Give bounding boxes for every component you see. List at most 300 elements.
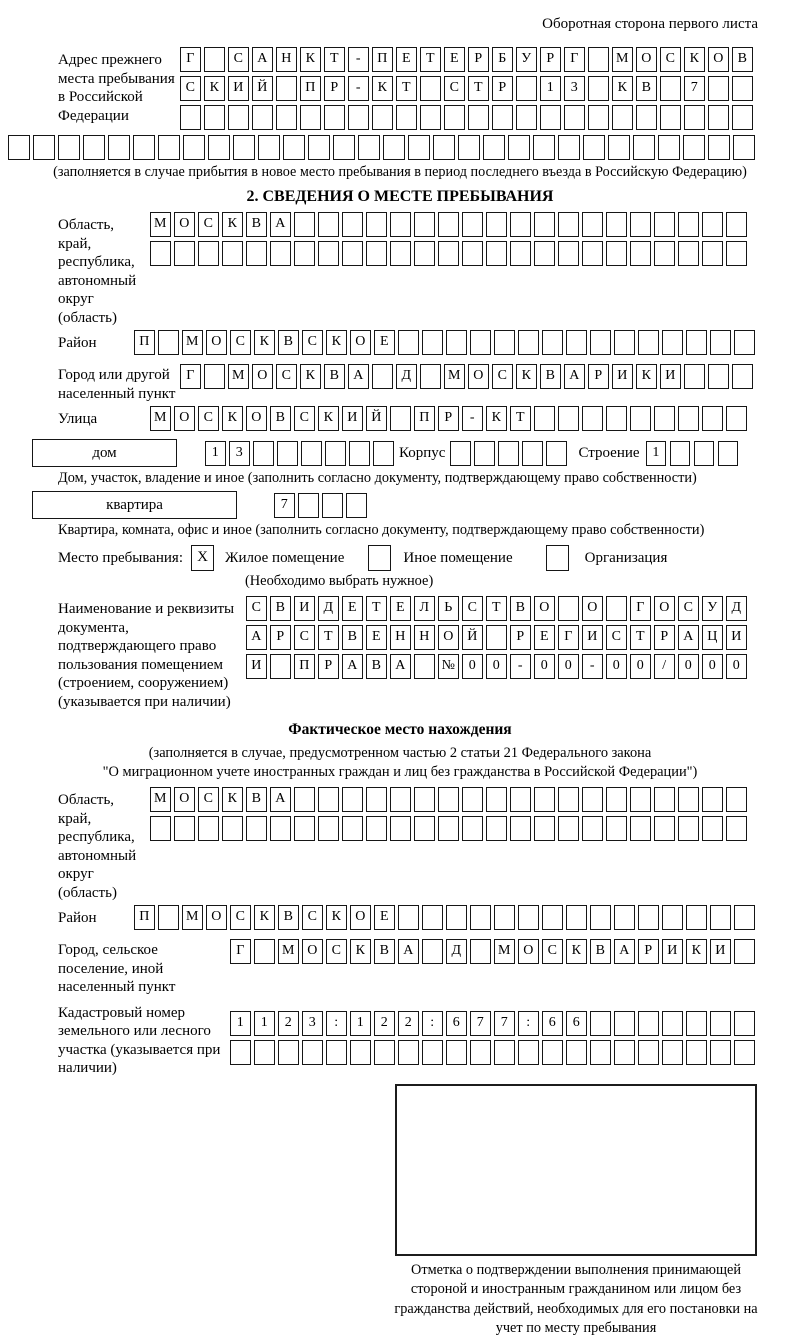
char-box[interactable]: 0: [606, 654, 627, 679]
char-box[interactable]: Т: [420, 47, 441, 72]
char-box[interactable]: [438, 241, 459, 266]
char-box[interactable]: Д: [446, 939, 467, 964]
char-box[interactable]: [468, 105, 489, 130]
char-box[interactable]: [253, 441, 274, 466]
char-box[interactable]: [590, 1011, 611, 1036]
char-box[interactable]: К: [300, 47, 321, 72]
char-box[interactable]: О: [252, 364, 273, 389]
char-box[interactable]: Р: [588, 364, 609, 389]
char-box[interactable]: Е: [366, 625, 387, 650]
char-box[interactable]: [708, 135, 730, 160]
char-box[interactable]: [710, 330, 731, 355]
char-box[interactable]: 7: [470, 1011, 491, 1036]
char-box[interactable]: О: [246, 406, 267, 431]
char-box[interactable]: [718, 441, 739, 466]
char-box[interactable]: С: [678, 596, 699, 621]
char-box[interactable]: О: [302, 939, 323, 964]
char-box[interactable]: В: [278, 905, 299, 930]
char-box[interactable]: Т: [468, 76, 489, 101]
char-box[interactable]: [498, 441, 519, 466]
char-box[interactable]: [308, 135, 330, 160]
char-box[interactable]: [398, 330, 419, 355]
char-box[interactable]: [398, 1040, 419, 1065]
char-box[interactable]: [710, 1040, 731, 1065]
char-box[interactable]: [349, 441, 370, 466]
char-box[interactable]: [158, 330, 179, 355]
char-box[interactable]: [710, 905, 731, 930]
char-box[interactable]: Д: [726, 596, 747, 621]
char-box[interactable]: С: [180, 76, 201, 101]
char-box[interactable]: [325, 441, 346, 466]
char-box[interactable]: [258, 135, 280, 160]
char-box[interactable]: В: [732, 47, 753, 72]
char-box[interactable]: [614, 905, 635, 930]
char-box[interactable]: [433, 135, 455, 160]
char-box[interactable]: [462, 212, 483, 237]
char-box[interactable]: Й: [252, 76, 273, 101]
char-box[interactable]: -: [348, 76, 369, 101]
char-box[interactable]: [638, 905, 659, 930]
char-box[interactable]: [566, 1040, 587, 1065]
char-box[interactable]: С: [492, 364, 513, 389]
char-box[interactable]: [518, 905, 539, 930]
char-box[interactable]: [684, 364, 705, 389]
char-box[interactable]: [566, 905, 587, 930]
char-box[interactable]: В: [324, 364, 345, 389]
char-box[interactable]: [686, 1040, 707, 1065]
char-box[interactable]: [204, 105, 225, 130]
char-box[interactable]: [710, 1011, 731, 1036]
char-box[interactable]: [702, 816, 723, 841]
char-box[interactable]: [198, 241, 219, 266]
char-box[interactable]: [470, 1040, 491, 1065]
char-box[interactable]: [420, 76, 441, 101]
char-box[interactable]: [278, 1040, 299, 1065]
char-box[interactable]: [486, 241, 507, 266]
char-box[interactable]: К: [318, 406, 339, 431]
char-box[interactable]: [58, 135, 80, 160]
char-box[interactable]: -: [462, 406, 483, 431]
char-box[interactable]: [246, 241, 267, 266]
char-box[interactable]: [686, 330, 707, 355]
char-box[interactable]: М: [444, 364, 465, 389]
char-box[interactable]: [708, 364, 729, 389]
char-box[interactable]: [228, 105, 249, 130]
char-box[interactable]: [702, 241, 723, 266]
char-box[interactable]: К: [372, 76, 393, 101]
char-box[interactable]: [414, 816, 435, 841]
char-box[interactable]: [588, 105, 609, 130]
char-box[interactable]: К: [254, 330, 275, 355]
char-box[interactable]: И: [228, 76, 249, 101]
char-box[interactable]: [534, 816, 555, 841]
char-box[interactable]: В: [270, 406, 291, 431]
char-box[interactable]: [318, 212, 339, 237]
char-box[interactable]: [494, 905, 515, 930]
char-box[interactable]: С: [230, 330, 251, 355]
char-box[interactable]: [564, 105, 585, 130]
char-box[interactable]: С: [276, 364, 297, 389]
char-box[interactable]: /: [654, 654, 675, 679]
char-box[interactable]: Т: [366, 596, 387, 621]
char-box[interactable]: [678, 212, 699, 237]
char-box[interactable]: [8, 135, 30, 160]
char-box[interactable]: Г: [564, 47, 585, 72]
char-box[interactable]: М: [612, 47, 633, 72]
char-box[interactable]: И: [294, 596, 315, 621]
char-box[interactable]: Д: [318, 596, 339, 621]
char-box[interactable]: [346, 493, 367, 518]
char-box[interactable]: [294, 212, 315, 237]
char-box[interactable]: [230, 1040, 251, 1065]
char-box[interactable]: [450, 441, 471, 466]
char-box[interactable]: [470, 905, 491, 930]
char-box[interactable]: Р: [324, 76, 345, 101]
char-box[interactable]: [462, 816, 483, 841]
char-box[interactable]: Р: [438, 406, 459, 431]
char-box[interactable]: [383, 135, 405, 160]
char-box[interactable]: [390, 406, 411, 431]
char-box[interactable]: [732, 105, 753, 130]
char-box[interactable]: [372, 105, 393, 130]
char-box[interactable]: [582, 212, 603, 237]
char-box[interactable]: О: [206, 905, 227, 930]
char-box[interactable]: С: [326, 939, 347, 964]
char-box[interactable]: [438, 787, 459, 812]
char-box[interactable]: С: [302, 905, 323, 930]
char-box[interactable]: [678, 406, 699, 431]
char-box[interactable]: И: [660, 364, 681, 389]
char-box[interactable]: [158, 905, 179, 930]
char-box[interactable]: [233, 135, 255, 160]
char-box[interactable]: [583, 135, 605, 160]
char-box[interactable]: [298, 493, 319, 518]
organization-checkbox[interactable]: [546, 545, 569, 571]
char-box[interactable]: [486, 212, 507, 237]
char-box[interactable]: [396, 105, 417, 130]
char-box[interactable]: [662, 905, 683, 930]
char-box[interactable]: [726, 241, 747, 266]
char-box[interactable]: [300, 105, 321, 130]
char-box[interactable]: А: [270, 787, 291, 812]
char-box[interactable]: [294, 241, 315, 266]
char-box[interactable]: [614, 1011, 635, 1036]
char-box[interactable]: М: [494, 939, 515, 964]
char-box[interactable]: [522, 441, 543, 466]
char-box[interactable]: [542, 1040, 563, 1065]
char-box[interactable]: 6: [542, 1011, 563, 1036]
char-box[interactable]: [606, 212, 627, 237]
char-box[interactable]: [566, 330, 587, 355]
char-box[interactable]: [302, 1040, 323, 1065]
char-box[interactable]: О: [206, 330, 227, 355]
char-box[interactable]: [294, 816, 315, 841]
char-box[interactable]: [533, 135, 555, 160]
char-box[interactable]: 1: [646, 441, 667, 466]
char-box[interactable]: Т: [486, 596, 507, 621]
char-box[interactable]: 0: [486, 654, 507, 679]
char-box[interactable]: [734, 1011, 755, 1036]
char-box[interactable]: [732, 364, 753, 389]
char-box[interactable]: К: [204, 76, 225, 101]
char-box[interactable]: [630, 787, 651, 812]
char-box[interactable]: [542, 905, 563, 930]
char-box[interactable]: С: [246, 596, 267, 621]
char-box[interactable]: А: [390, 654, 411, 679]
char-box[interactable]: Г: [180, 47, 201, 72]
char-box[interactable]: [474, 441, 495, 466]
char-box[interactable]: О: [582, 596, 603, 621]
char-box[interactable]: 2: [374, 1011, 395, 1036]
char-box[interactable]: М: [150, 212, 171, 237]
char-box[interactable]: Р: [654, 625, 675, 650]
char-box[interactable]: [348, 105, 369, 130]
char-box[interactable]: [558, 406, 579, 431]
char-box[interactable]: [390, 241, 411, 266]
char-box[interactable]: О: [708, 47, 729, 72]
char-box[interactable]: [276, 105, 297, 130]
char-box[interactable]: [458, 135, 480, 160]
char-box[interactable]: А: [252, 47, 273, 72]
char-box[interactable]: О: [468, 364, 489, 389]
char-box[interactable]: [372, 364, 393, 389]
char-box[interactable]: Ц: [702, 625, 723, 650]
char-box[interactable]: Т: [510, 406, 531, 431]
char-box[interactable]: Р: [468, 47, 489, 72]
char-box[interactable]: [150, 816, 171, 841]
char-box[interactable]: [638, 1011, 659, 1036]
char-box[interactable]: 3: [564, 76, 585, 101]
char-box[interactable]: К: [516, 364, 537, 389]
char-box[interactable]: [486, 816, 507, 841]
char-box[interactable]: Б: [492, 47, 513, 72]
char-box[interactable]: [183, 135, 205, 160]
char-box[interactable]: [558, 816, 579, 841]
char-box[interactable]: :: [326, 1011, 347, 1036]
char-box[interactable]: [733, 135, 755, 160]
char-box[interactable]: [366, 787, 387, 812]
char-box[interactable]: О: [518, 939, 539, 964]
char-box[interactable]: К: [222, 212, 243, 237]
char-box[interactable]: [633, 135, 655, 160]
char-box[interactable]: [342, 787, 363, 812]
char-box[interactable]: [702, 406, 723, 431]
char-box[interactable]: [486, 787, 507, 812]
char-box[interactable]: [702, 787, 723, 812]
char-box[interactable]: [246, 816, 267, 841]
char-box[interactable]: В: [510, 596, 531, 621]
char-box[interactable]: К: [222, 406, 243, 431]
char-box[interactable]: [654, 787, 675, 812]
char-box[interactable]: О: [174, 212, 195, 237]
char-box[interactable]: [582, 241, 603, 266]
char-box[interactable]: -: [510, 654, 531, 679]
char-box[interactable]: Г: [558, 625, 579, 650]
char-box[interactable]: О: [438, 625, 459, 650]
char-box[interactable]: [222, 241, 243, 266]
char-box[interactable]: В: [246, 212, 267, 237]
char-box[interactable]: С: [462, 596, 483, 621]
char-box[interactable]: А: [342, 654, 363, 679]
char-box[interactable]: [734, 1040, 755, 1065]
char-box[interactable]: У: [702, 596, 723, 621]
char-box[interactable]: А: [270, 212, 291, 237]
char-box[interactable]: [83, 135, 105, 160]
char-box[interactable]: [470, 939, 491, 964]
char-box[interactable]: [660, 76, 681, 101]
char-box[interactable]: Е: [374, 905, 395, 930]
char-box[interactable]: [366, 816, 387, 841]
char-box[interactable]: [708, 105, 729, 130]
char-box[interactable]: [324, 105, 345, 130]
char-box[interactable]: [726, 212, 747, 237]
char-box[interactable]: [606, 241, 627, 266]
char-box[interactable]: Р: [318, 654, 339, 679]
char-box[interactable]: [726, 787, 747, 812]
char-box[interactable]: Е: [342, 596, 363, 621]
char-box[interactable]: И: [246, 654, 267, 679]
char-box[interactable]: [518, 330, 539, 355]
char-box[interactable]: [390, 212, 411, 237]
char-box[interactable]: К: [300, 364, 321, 389]
char-box[interactable]: [638, 1040, 659, 1065]
char-box[interactable]: [270, 241, 291, 266]
char-box[interactable]: И: [726, 625, 747, 650]
char-box[interactable]: В: [246, 787, 267, 812]
char-box[interactable]: [174, 816, 195, 841]
char-box[interactable]: К: [686, 939, 707, 964]
char-box[interactable]: С: [230, 905, 251, 930]
char-box[interactable]: С: [198, 406, 219, 431]
char-box[interactable]: :: [518, 1011, 539, 1036]
char-box[interactable]: [734, 939, 755, 964]
char-box[interactable]: 0: [558, 654, 579, 679]
char-box[interactable]: А: [398, 939, 419, 964]
char-box[interactable]: Т: [318, 625, 339, 650]
char-box[interactable]: Т: [630, 625, 651, 650]
char-box[interactable]: [390, 787, 411, 812]
char-box[interactable]: [270, 654, 291, 679]
char-box[interactable]: Й: [366, 406, 387, 431]
char-box[interactable]: [277, 441, 298, 466]
char-box[interactable]: С: [444, 76, 465, 101]
char-box[interactable]: [422, 1040, 443, 1065]
char-box[interactable]: [342, 241, 363, 266]
char-box[interactable]: [276, 76, 297, 101]
char-box[interactable]: М: [150, 787, 171, 812]
char-box[interactable]: [654, 406, 675, 431]
char-box[interactable]: [582, 787, 603, 812]
char-box[interactable]: [534, 787, 555, 812]
char-box[interactable]: В: [374, 939, 395, 964]
char-box[interactable]: [658, 135, 680, 160]
char-box[interactable]: 1: [230, 1011, 251, 1036]
char-box[interactable]: 0: [462, 654, 483, 679]
char-box[interactable]: [204, 47, 225, 72]
char-box[interactable]: [33, 135, 55, 160]
char-box[interactable]: М: [182, 330, 203, 355]
char-box[interactable]: [540, 105, 561, 130]
char-box[interactable]: [590, 330, 611, 355]
char-box[interactable]: О: [636, 47, 657, 72]
char-box[interactable]: Д: [396, 364, 417, 389]
char-box[interactable]: Г: [630, 596, 651, 621]
char-box[interactable]: М: [278, 939, 299, 964]
char-box[interactable]: В: [270, 596, 291, 621]
char-box[interactable]: [333, 135, 355, 160]
other-premises-checkbox[interactable]: [368, 545, 391, 571]
char-box[interactable]: [678, 241, 699, 266]
char-box[interactable]: В: [278, 330, 299, 355]
char-box[interactable]: У: [516, 47, 537, 72]
char-box[interactable]: В: [636, 76, 657, 101]
char-box[interactable]: К: [222, 787, 243, 812]
char-box[interactable]: Й: [462, 625, 483, 650]
char-box[interactable]: -: [348, 47, 369, 72]
char-box[interactable]: [662, 1040, 683, 1065]
char-box[interactable]: [582, 406, 603, 431]
char-box[interactable]: [204, 364, 225, 389]
char-box[interactable]: [150, 241, 171, 266]
char-box[interactable]: Е: [390, 596, 411, 621]
char-box[interactable]: [326, 1040, 347, 1065]
char-box[interactable]: [494, 330, 515, 355]
char-box[interactable]: С: [228, 47, 249, 72]
char-box[interactable]: М: [150, 406, 171, 431]
char-box[interactable]: [446, 330, 467, 355]
char-box[interactable]: С: [198, 787, 219, 812]
char-box[interactable]: [198, 816, 219, 841]
char-box[interactable]: [446, 1040, 467, 1065]
char-box[interactable]: [492, 105, 513, 130]
char-box[interactable]: [636, 105, 657, 130]
char-box[interactable]: [683, 135, 705, 160]
char-box[interactable]: [174, 241, 195, 266]
char-box[interactable]: 1: [254, 1011, 275, 1036]
char-box[interactable]: [678, 787, 699, 812]
char-box[interactable]: О: [174, 787, 195, 812]
char-box[interactable]: [518, 1040, 539, 1065]
char-box[interactable]: [283, 135, 305, 160]
char-box[interactable]: 7: [274, 493, 295, 518]
char-box[interactable]: 1: [205, 441, 226, 466]
char-box[interactable]: Е: [374, 330, 395, 355]
char-box[interactable]: [630, 816, 651, 841]
char-box[interactable]: П: [300, 76, 321, 101]
char-box[interactable]: [420, 105, 441, 130]
char-box[interactable]: [414, 654, 435, 679]
char-box[interactable]: [558, 212, 579, 237]
char-box[interactable]: А: [614, 939, 635, 964]
char-box[interactable]: [516, 105, 537, 130]
char-box[interactable]: 2: [398, 1011, 419, 1036]
char-box[interactable]: К: [326, 330, 347, 355]
char-box[interactable]: [294, 787, 315, 812]
char-box[interactable]: [588, 76, 609, 101]
char-box[interactable]: [462, 787, 483, 812]
char-box[interactable]: 1: [350, 1011, 371, 1036]
char-box[interactable]: А: [678, 625, 699, 650]
char-box[interactable]: [606, 406, 627, 431]
char-box[interactable]: [660, 105, 681, 130]
char-box[interactable]: [630, 241, 651, 266]
char-box[interactable]: [654, 816, 675, 841]
char-box[interactable]: К: [566, 939, 587, 964]
char-box[interactable]: [606, 596, 627, 621]
char-box[interactable]: И: [612, 364, 633, 389]
char-box[interactable]: В: [540, 364, 561, 389]
char-box[interactable]: [374, 1040, 395, 1065]
